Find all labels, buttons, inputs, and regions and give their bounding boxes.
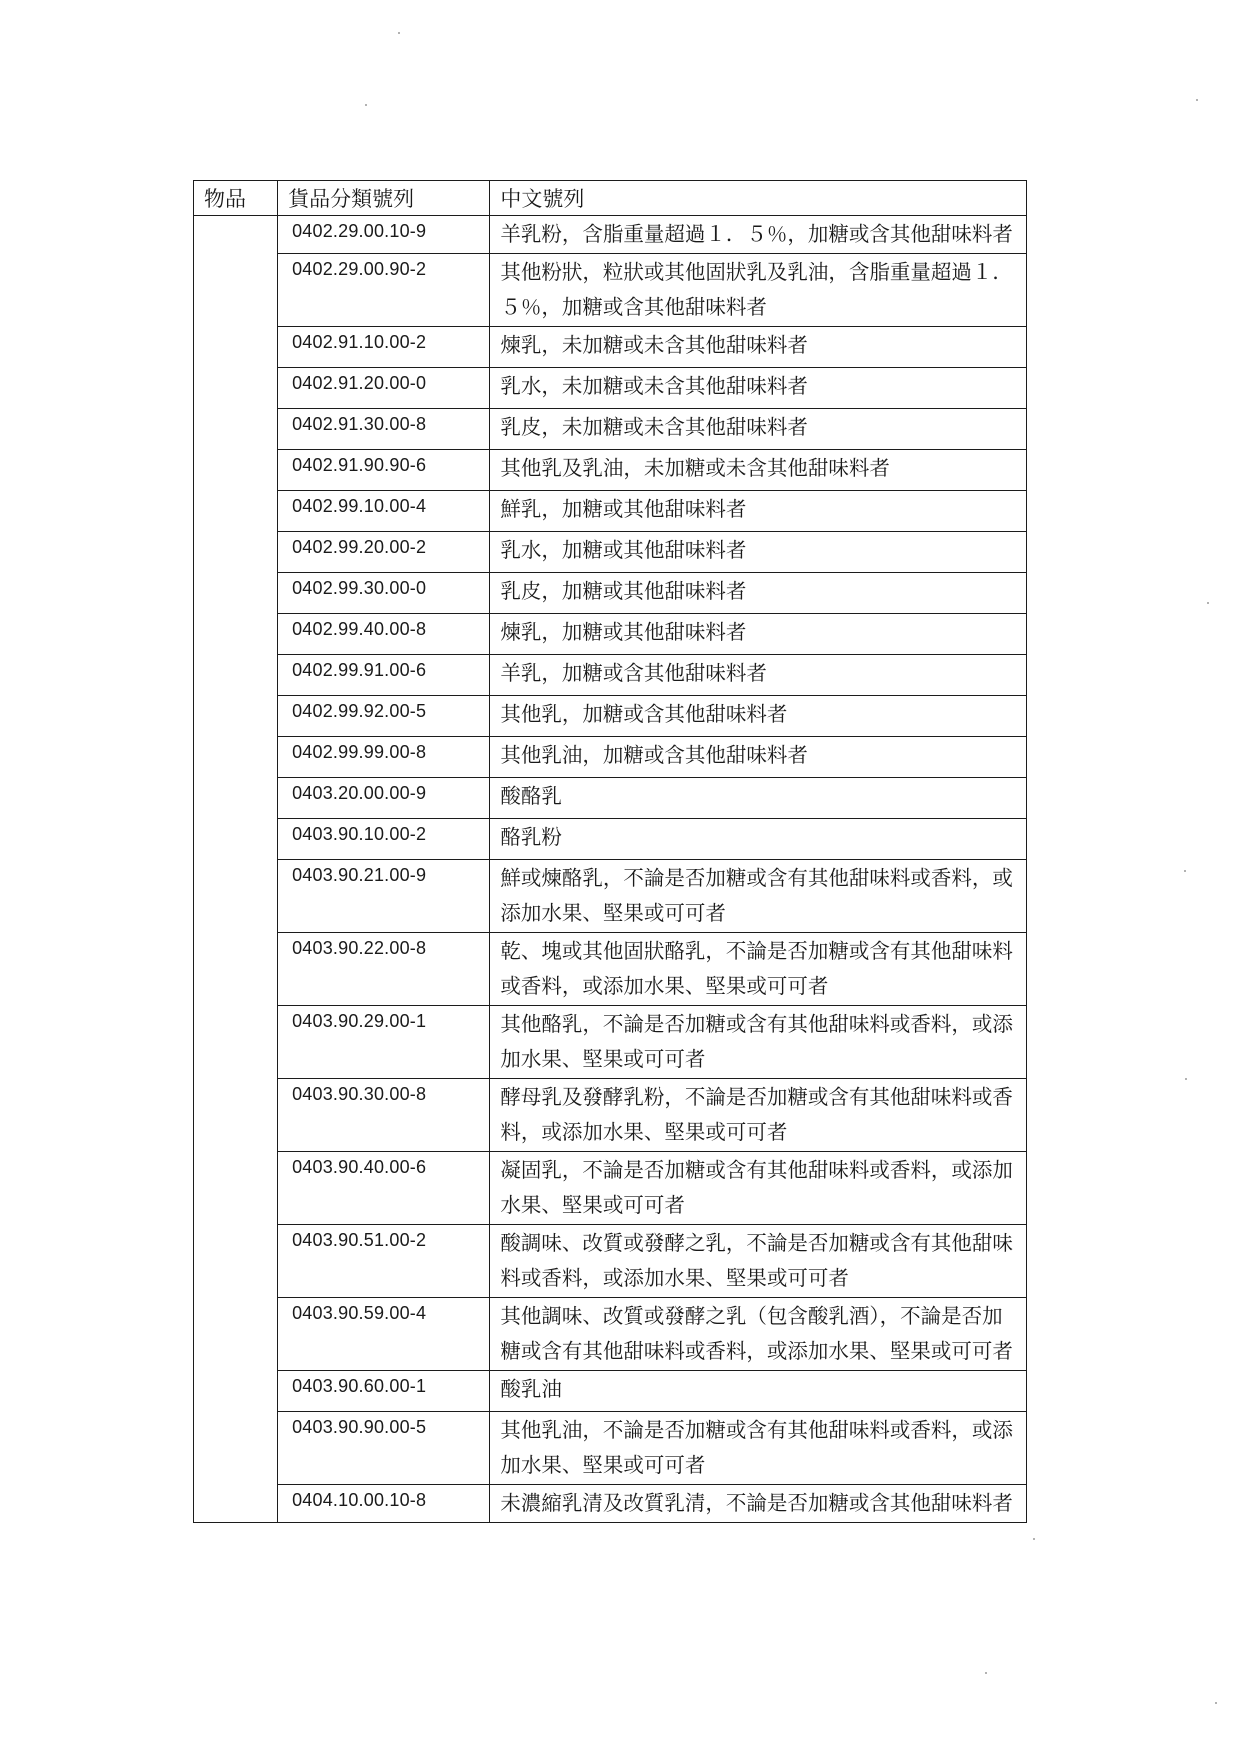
code-cell: 0402.99.99.00-8 <box>278 737 490 778</box>
desc-cell: 鮮或煉酪乳，不論是否加糖或含有其他甜味料或香料，或添加水果、堅果或可可者 <box>490 860 1027 933</box>
code-cell: 0403.90.22.00-8 <box>278 933 490 1006</box>
code-cell: 0403.90.21.00-9 <box>278 860 490 933</box>
code-cell: 0403.90.30.00-8 <box>278 1079 490 1152</box>
code-cell: 0402.99.30.00-0 <box>278 573 490 614</box>
scan-speck <box>985 1672 987 1674</box>
desc-cell: 羊乳粉，含脂重量超過１．５％，加糖或含其他甜味料者 <box>490 216 1027 254</box>
code-cell: 0403.90.90.00-5 <box>278 1412 490 1485</box>
desc-cell: 凝固乳，不論是否加糖或含有其他甜味料或香料，或添加水果、堅果或可可者 <box>490 1152 1027 1225</box>
desc-cell: 酸乳油 <box>490 1371 1027 1412</box>
table-header-row <box>194 181 1027 216</box>
desc-cell: 酪乳粉 <box>490 819 1027 860</box>
scan-speck <box>1196 99 1198 101</box>
desc-cell: 酵母乳及發酵乳粉，不論是否加糖或含有其他甜味料或香料，或添加水果、堅果或可可者 <box>490 1079 1027 1152</box>
tariff-code-table <box>193 180 1027 1523</box>
code-cell: 0403.20.00.00-9 <box>278 778 490 819</box>
table-row <box>194 1298 1027 1371</box>
header-item: 物品 <box>194 181 278 216</box>
code-cell: 0402.91.90.90-6 <box>278 450 490 491</box>
code-cell: 0402.99.10.00-4 <box>278 491 490 532</box>
table-row <box>194 1412 1027 1485</box>
code-cell: 0402.29.00.10-9 <box>278 216 490 254</box>
desc-cell: 酸調味、改質或發酵之乳，不論是否加糖或含有其他甜味料或香料，或添加水果、堅果或可可者 <box>490 1225 1027 1298</box>
scan-speck <box>365 104 367 106</box>
table-row <box>194 778 1027 819</box>
code-cell: 0402.29.00.90-2 <box>278 254 490 327</box>
table-row <box>194 819 1027 860</box>
code-cell: 0403.90.29.00-1 <box>278 1006 490 1079</box>
desc-cell: 未濃縮乳清及改質乳清，不論是否加糖或含其他甜味料者 <box>490 1485 1027 1523</box>
table-row <box>194 655 1027 696</box>
desc-cell: 其他調味、改質或發酵之乳（包含酸乳酒），不論是否加糖或含有其他甜味料或香料，或添加水果、堅果或可可者 <box>490 1298 1027 1371</box>
item-cell <box>194 216 278 1523</box>
desc-cell: 乳皮，加糖或其他甜味料者 <box>490 573 1027 614</box>
code-cell: 0402.91.20.00-0 <box>278 368 490 409</box>
header-desc: 中文號列 <box>490 181 1027 216</box>
code-cell: 0402.99.20.00-2 <box>278 532 490 573</box>
desc-cell: 乳水，未加糖或未含其他甜味料者 <box>490 368 1027 409</box>
desc-cell: 煉乳，未加糖或未含其他甜味料者 <box>490 327 1027 368</box>
desc-cell: 乳水，加糖或其他甜味料者 <box>490 532 1027 573</box>
scan-speck <box>1185 1078 1187 1080</box>
table-row <box>194 1225 1027 1298</box>
code-cell: 0403.90.40.00-6 <box>278 1152 490 1225</box>
code-cell: 0402.99.92.00-5 <box>278 696 490 737</box>
code-cell: 0403.90.51.00-2 <box>278 1225 490 1298</box>
code-cell: 0403.90.10.00-2 <box>278 819 490 860</box>
table-row <box>194 860 1027 933</box>
table-row <box>194 1006 1027 1079</box>
table-row <box>194 1371 1027 1412</box>
table-row <box>194 368 1027 409</box>
table-row <box>194 327 1027 368</box>
table-row <box>194 532 1027 573</box>
scan-speck <box>398 32 400 34</box>
desc-cell: 煉乳，加糖或其他甜味料者 <box>490 614 1027 655</box>
desc-cell: 乾、塊或其他固狀酪乳，不論是否加糖或含有其他甜味料或香料，或添加水果、堅果或可可者 <box>490 933 1027 1006</box>
desc-cell: 羊乳，加糖或含其他甜味料者 <box>490 655 1027 696</box>
table-row <box>194 1152 1027 1225</box>
table-row <box>194 254 1027 327</box>
desc-cell: 酸酪乳 <box>490 778 1027 819</box>
code-cell: 0402.91.10.00-2 <box>278 327 490 368</box>
table-row <box>194 737 1027 778</box>
desc-cell: 其他乳油，不論是否加糖或含有其他甜味料或香料，或添加水果、堅果或可可者 <box>490 1412 1027 1485</box>
desc-cell: 其他乳及乳油，未加糖或未含其他甜味料者 <box>490 450 1027 491</box>
code-cell: 0402.99.40.00-8 <box>278 614 490 655</box>
table-row <box>194 491 1027 532</box>
desc-cell: 其他乳，加糖或含其他甜味料者 <box>490 696 1027 737</box>
scan-speck <box>1207 602 1209 604</box>
code-cell: 0403.90.60.00-1 <box>278 1371 490 1412</box>
table-row <box>194 614 1027 655</box>
table-row <box>194 450 1027 491</box>
table-row <box>194 696 1027 737</box>
desc-cell: 其他乳油，加糖或含其他甜味料者 <box>490 737 1027 778</box>
table-row <box>194 409 1027 450</box>
desc-cell: 其他酪乳，不論是否加糖或含有其他甜味料或香料，或添加水果、堅果或可可者 <box>490 1006 1027 1079</box>
desc-cell: 乳皮，未加糖或未含其他甜味料者 <box>490 409 1027 450</box>
desc-cell: 其他粉狀，粒狀或其他固狀乳及乳油，含脂重量超過１．５％，加糖或含其他甜味料者 <box>490 254 1027 327</box>
code-cell: 0402.99.91.00-6 <box>278 655 490 696</box>
table-row <box>194 573 1027 614</box>
table-row <box>194 216 1027 254</box>
code-cell: 0404.10.00.10-8 <box>278 1485 490 1523</box>
scan-speck <box>1184 870 1186 872</box>
code-cell: 0403.90.59.00-4 <box>278 1298 490 1371</box>
header-code: 貨品分類號列 <box>278 181 490 216</box>
scan-speck <box>1033 1538 1035 1540</box>
desc-cell: 鮮乳，加糖或其他甜味料者 <box>490 491 1027 532</box>
table-row <box>194 933 1027 1006</box>
scan-speck <box>1215 1702 1217 1704</box>
table-row <box>194 1079 1027 1152</box>
table-row <box>194 1485 1027 1523</box>
code-cell: 0402.91.30.00-8 <box>278 409 490 450</box>
